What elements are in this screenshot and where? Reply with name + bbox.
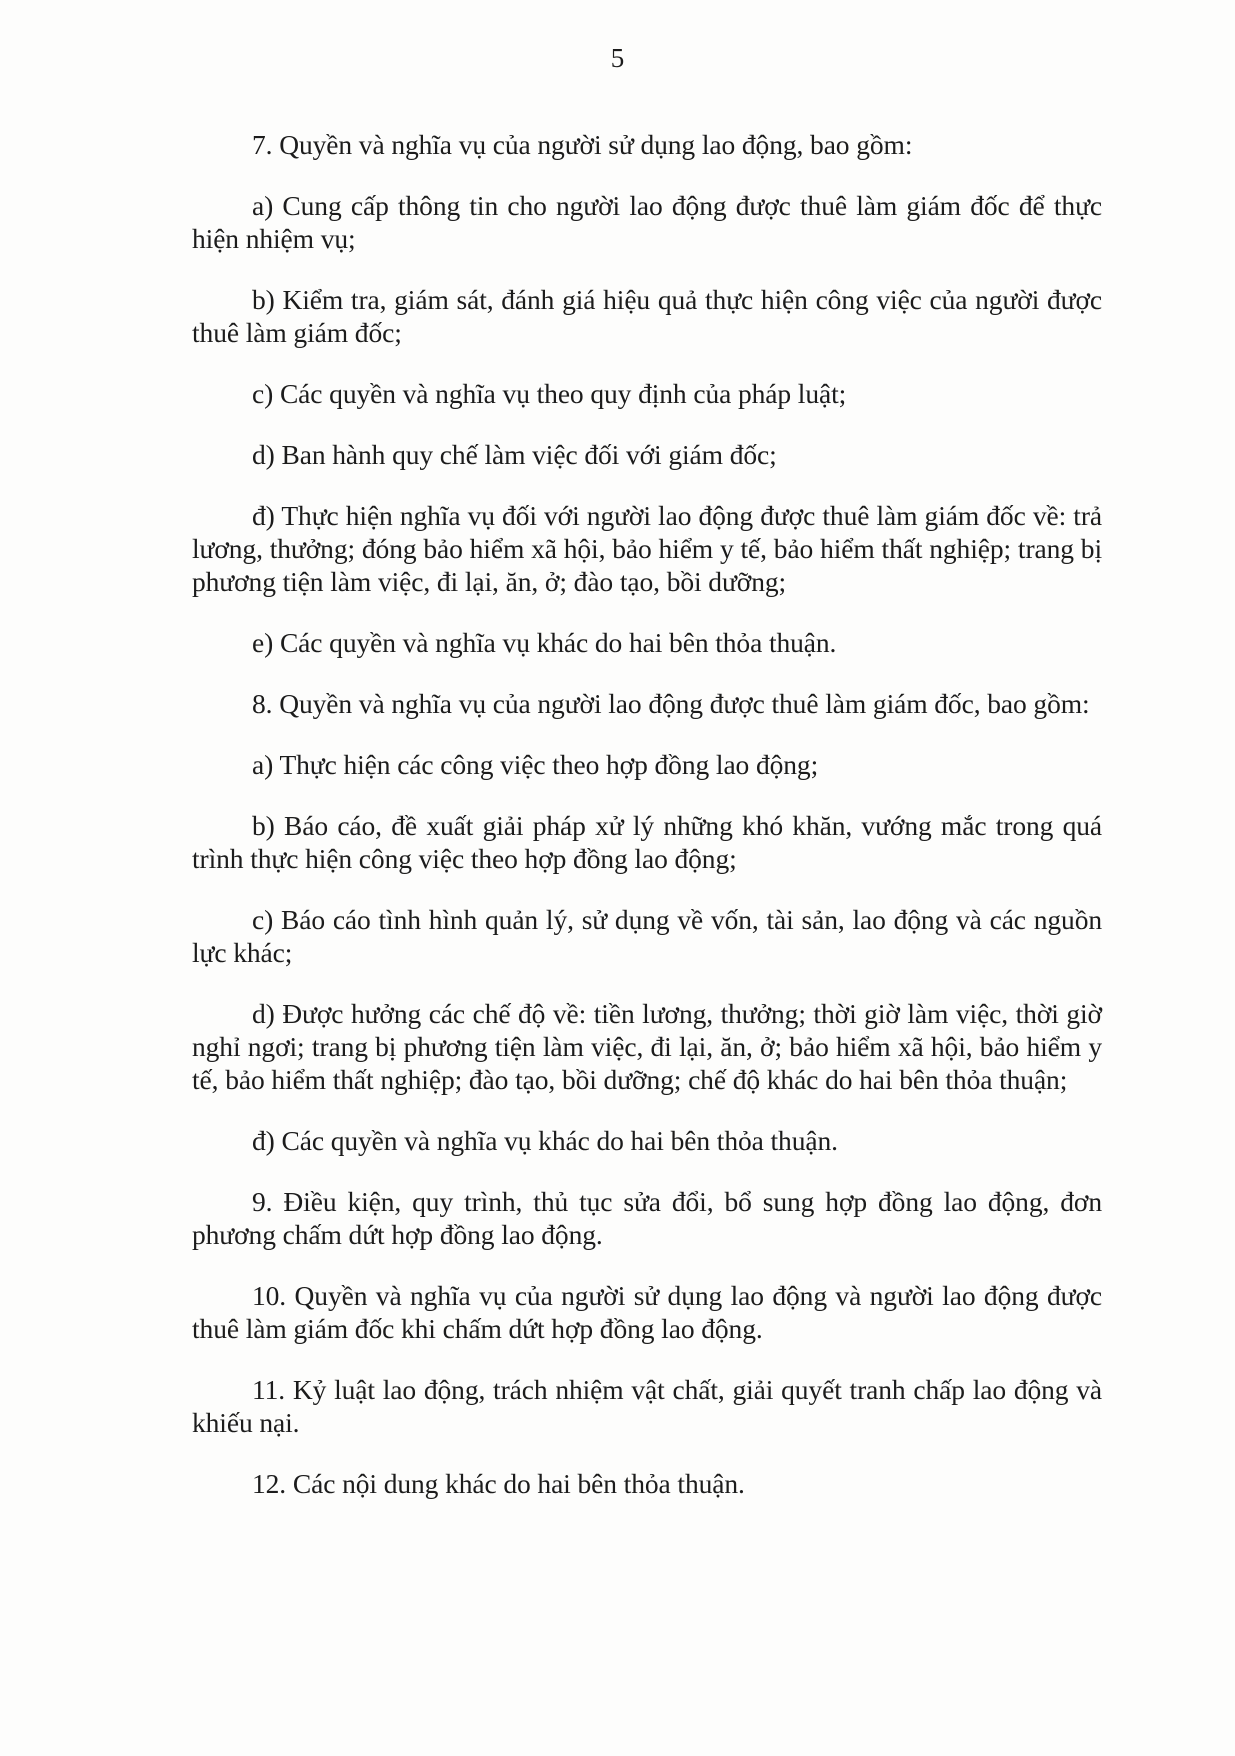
paragraph-7c: c) Các quyền và nghĩa vụ theo quy định của pháp luật; — [252, 378, 847, 409]
document-body — [192, 128, 1102, 1500]
paragraph-section-9: 9. Điều kiện, quy trình, thủ tục sửa đổi, bổ sung hợp đồng lao động, đơn phương chấm dứt hợp đồng lao động. — [192, 1186, 1102, 1250]
paragraph-section-12: 12. Các nội dung khác do hai bên thỏa thuận. — [252, 1468, 745, 1499]
paragraph-7d: d) Ban hành quy chế làm việc đối với giám đốc; — [252, 439, 777, 470]
paragraph-7b: b) Kiểm tra, giám sát, đánh giá hiệu quả thực hiện công việc của người được thuê làm giám đốc; — [192, 284, 1102, 348]
paragraph-8b: b) Báo cáo, đề xuất giải pháp xử lý những khó khăn, vướng mắc trong quá trình thực hiện công việc theo hợp đồng lao động; — [192, 810, 1102, 874]
paragraph-section-11: 11. Kỷ luật lao động, trách nhiệm vật chất, giải quyết tranh chấp lao động và khiếu nại. — [192, 1374, 1102, 1438]
paragraph-7e: e) Các quyền và nghĩa vụ khác do hai bên thỏa thuận. — [252, 627, 837, 658]
paragraph-8a: a) Thực hiện các công việc theo hợp đồng lao động; — [252, 749, 819, 780]
paragraph-7a: a) Cung cấp thông tin cho người lao động được thuê làm giám đốc để thực hiện nhiệm vụ; — [192, 190, 1102, 254]
paragraph-8dd: đ) Các quyền và nghĩa vụ khác do hai bên thỏa thuận. — [252, 1125, 838, 1156]
paragraph-section-8: 8. Quyền và nghĩa vụ của người lao động được thuê làm giám đốc, bao gồm: — [252, 688, 1090, 719]
paragraph-section-10: 10. Quyền và nghĩa vụ của người sử dụng lao động và người lao động được thuê làm giám đốc khi chấm dứt hợp đồng lao động. — [192, 1280, 1102, 1344]
paragraph-8c: c) Báo cáo tình hình quản lý, sử dụng về vốn, tài sản, lao động và các nguồn lực khác; — [192, 904, 1102, 968]
paragraph-7dd: đ) Thực hiện nghĩa vụ đối với người lao động được thuê làm giám đốc về: trả lương, thưởng; đóng bảo hiểm xã hội, bảo hiểm y tế, bảo hiểm thất nghiệp; trang bị phương tiện làm việc, đi lại, ăn, ở; đào tạo, bồi dưỡng; — [192, 500, 1102, 597]
page-number: 5 — [610, 43, 625, 73]
paragraph-8d: d) Được hưởng các chế độ về: tiền lương, thưởng; thời giờ làm việc, thời giờ nghỉ ngơi; trang bị phương tiện làm việc, đi lại, ăn, ở; bảo hiểm xã hội, bảo hiểm y tế, bảo hiểm thất nghiệp; đào tạo, bồi dưỡng; chế độ khác do hai bên thỏa thuận; — [192, 998, 1102, 1095]
paragraph-section-7: 7. Quyền và nghĩa vụ của người sử dụng lao động, bao gồm: — [252, 129, 913, 160]
